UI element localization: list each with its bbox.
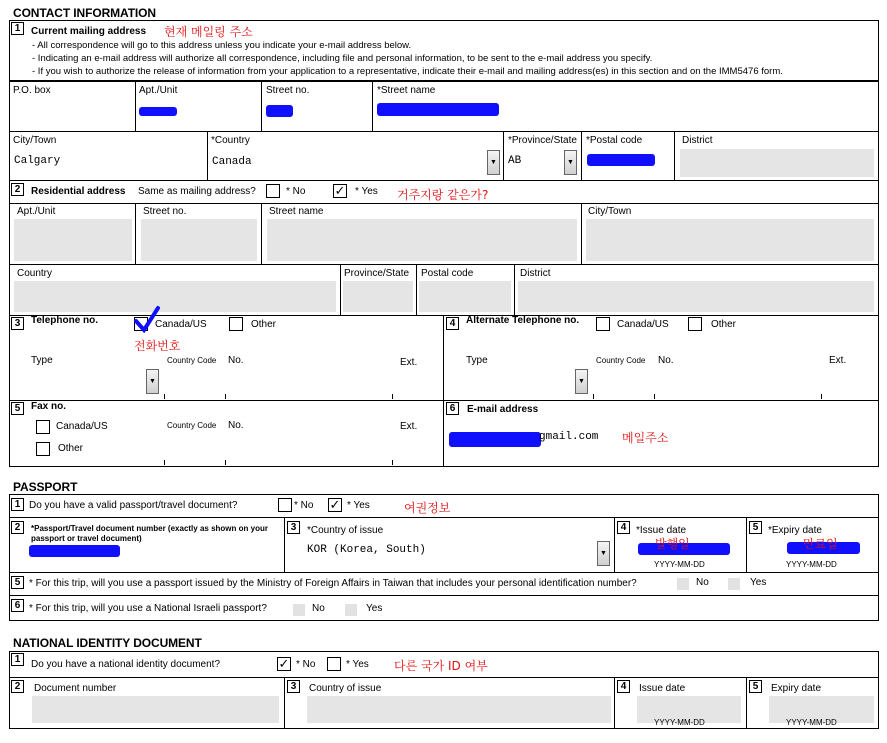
nid-country-input[interactable]	[307, 696, 611, 723]
alt-tel-no-label: No.	[658, 355, 674, 366]
q-number: 4	[617, 680, 630, 693]
country-issue-label: *Country of issue	[307, 525, 384, 536]
alt-tel-country-code-label: Country Code	[596, 356, 646, 365]
taiwan-yes-label: Yes	[750, 577, 767, 588]
street-name-label: *Street name	[377, 85, 436, 96]
passport-heading: PASSPORT	[13, 480, 78, 494]
redacted-email	[449, 432, 541, 447]
chevron-down-icon[interactable]: ▼	[487, 150, 500, 175]
nid-number-input[interactable]	[32, 696, 279, 723]
israel-question: * For this trip, will you use a National Israeli passport?	[29, 603, 267, 614]
postal-code-label: *Postal code	[586, 135, 643, 146]
email-value[interactable]: gmail.com	[539, 431, 599, 443]
residential-yes-label: * Yes	[355, 186, 378, 197]
q-number: 5	[749, 680, 762, 693]
res-district-input[interactable]	[518, 281, 874, 312]
mailing-address-title: Current mailing address	[31, 26, 147, 37]
taiwan-yes-checkbox[interactable]	[728, 578, 740, 590]
passport-number-label: *Passport/Travel document number (exactly as shown on your passport or travel document)	[31, 524, 268, 543]
expiry-date-note: 만료일	[803, 537, 838, 551]
res-postal-label: Postal code	[421, 268, 474, 279]
fax-title: Fax no.	[31, 401, 67, 412]
expiry-date-format: YYYY-MM-DD	[786, 560, 837, 569]
res-country-input[interactable]	[14, 281, 336, 312]
chevron-down-icon[interactable]: ▼	[146, 369, 159, 394]
res-street-no-input[interactable]	[141, 219, 257, 261]
res-street-name-input[interactable]	[267, 219, 577, 261]
alt-telephone-title: Alternate Telephone no.	[466, 315, 580, 326]
apt-unit-label: Apt./Unit	[139, 85, 178, 96]
nid-heading: NATIONAL IDENTITY DOCUMENT	[13, 636, 202, 650]
nid-expiry-format: YYYY-MM-DD	[786, 718, 837, 727]
q-number: 5	[749, 521, 762, 534]
po-box-label: P.O. box	[13, 85, 51, 96]
passport-q1-label: Do you have a valid passport/travel document?	[29, 500, 238, 511]
tel-no-label: No.	[228, 355, 244, 366]
issue-date-format: YYYY-MM-DD	[654, 560, 705, 569]
telephone-note: 전화번호	[134, 339, 181, 353]
tel-canada-label: Canada/US	[155, 319, 207, 330]
redacted-street-no	[266, 105, 293, 117]
q-number: 2	[11, 521, 24, 534]
fax-ext-label: Ext.	[400, 421, 418, 432]
chevron-down-icon[interactable]: ▼	[597, 541, 610, 566]
fax-section	[9, 400, 444, 467]
israel-no-checkbox[interactable]	[293, 604, 305, 616]
email-note: 메일주소	[622, 431, 669, 445]
passport-yes-checkbox[interactable]: ✓	[329, 497, 341, 512]
city-value: Calgary	[14, 155, 61, 167]
district-input[interactable]	[680, 149, 874, 177]
issue-date-label: *Issue date	[636, 525, 687, 536]
city-label: City/Town	[13, 135, 57, 146]
redacted-passport-number	[29, 545, 120, 557]
q-number: 2	[11, 183, 24, 196]
bullet-1: - All correspondence will go to this address unless you indicate your e-mail address below.	[32, 40, 412, 51]
contact-heading: CONTACT INFORMATION	[13, 6, 156, 20]
passport-yes-label: * Yes	[347, 500, 370, 511]
q-number: 1	[11, 498, 24, 511]
nid-expiry-label: Expiry date	[771, 683, 822, 694]
israel-yes-label: Yes	[366, 603, 383, 614]
nid-issue-label: Issue date	[639, 683, 686, 694]
mailing-address-note: 현재 메일링 주소	[164, 25, 253, 39]
taiwan-no-label: No	[696, 577, 709, 588]
q-number: 2	[11, 680, 24, 693]
street-no-label: Street no.	[266, 85, 310, 96]
nid-yes-checkbox[interactable]	[327, 657, 341, 671]
israel-yes-checkbox[interactable]	[345, 604, 357, 616]
redacted-apt	[139, 107, 177, 116]
q-number: 1	[11, 653, 24, 666]
country-issue-value: KOR (Korea, South)	[307, 544, 426, 556]
province-label: *Province/State	[508, 135, 577, 146]
tel-type-label: Type	[31, 355, 53, 366]
chevron-down-icon[interactable]: ▼	[575, 369, 588, 394]
alt-tel-other-label: Other	[711, 319, 737, 330]
res-street-no-label: Street no.	[143, 206, 187, 217]
redacted-postal	[587, 154, 655, 166]
taiwan-question: * For this trip, will you use a passport issued by the Ministry of Foreign Affairs in Taiwan that includes your personal identification number?	[29, 578, 637, 589]
q-number: 1	[11, 22, 24, 35]
expiry-date-label: *Expiry date	[768, 525, 822, 536]
fax-no-label: No.	[228, 420, 244, 431]
res-apt-input[interactable]	[14, 219, 132, 261]
fax-canada-checkbox[interactable]	[36, 420, 50, 434]
residential-no-checkbox[interactable]	[266, 184, 280, 198]
tel-other-checkbox[interactable]	[229, 317, 243, 331]
alt-tel-canada-label: Canada/US	[617, 319, 669, 330]
nid-number-label: Document number	[34, 683, 117, 694]
telephone-title: Telephone no.	[31, 315, 99, 326]
residential-title: Residential address	[31, 186, 126, 197]
redacted-street-name	[377, 103, 499, 116]
residential-question: Same as mailing address?	[138, 186, 256, 197]
country-label: *Country	[211, 135, 250, 146]
q-number: 4	[446, 317, 459, 330]
province-value: AB	[508, 155, 522, 167]
fax-country-code-label: Country Code	[167, 421, 217, 430]
passport-note: 여권정보	[404, 501, 451, 515]
taiwan-no-checkbox[interactable]	[677, 578, 689, 590]
res-apt-label: Apt./Unit	[17, 206, 56, 217]
res-street-name-label: Street name	[269, 206, 324, 217]
alt-tel-ext-label: Ext.	[829, 355, 847, 366]
country-value: Canada	[212, 156, 252, 168]
res-country-label: Country	[17, 268, 53, 279]
bullet-2: - Indicating an e-mail address will authorize all correspondence, including file and personal information, to be sent to the e-mail address you specify.	[32, 53, 653, 64]
q-number: 3	[287, 521, 300, 534]
nid-no-label: * No	[296, 659, 316, 670]
nid-note: 다른 국가 ID 여부	[394, 659, 488, 673]
issue-date-note: 발행일	[655, 537, 690, 551]
telephone-section	[9, 315, 444, 401]
passport-no-checkbox[interactable]	[278, 498, 292, 512]
res-city-label: City/Town	[588, 206, 632, 217]
q-number: 4	[617, 521, 630, 534]
bullet-3: - If you wish to authorize the release of information from your application to a representative, indicate their e-mail and mailing address(es) in this section and on the IMM5476 form.	[32, 66, 783, 77]
q-number: 6	[11, 599, 24, 612]
passport-no-label: * No	[294, 500, 314, 511]
res-city-input[interactable]	[586, 219, 874, 261]
alt-tel-type-label: Type	[466, 355, 488, 366]
fax-canada-label: Canada/US	[56, 421, 108, 432]
email-title: E-mail address	[467, 404, 539, 415]
residential-no-label: * No	[286, 186, 306, 197]
nid-issue-format: YYYY-MM-DD	[654, 718, 705, 727]
fax-other-label: Other	[58, 443, 84, 454]
q-number: 3	[11, 317, 24, 330]
nid-no-checkbox[interactable]: ✓	[278, 656, 290, 671]
chevron-down-icon[interactable]: ▼	[564, 150, 577, 175]
res-postal-input[interactable]	[419, 281, 511, 312]
nid-q1-label: Do you have a national identity document?	[31, 659, 221, 670]
residential-note: 거주지랑 같은가?	[397, 188, 489, 202]
q-number: 5	[11, 576, 24, 589]
fax-other-checkbox[interactable]	[36, 442, 50, 456]
q-number: 5	[11, 402, 24, 415]
alt-tel-other-checkbox[interactable]	[688, 317, 702, 331]
district-label: District	[682, 135, 713, 146]
nid-yes-label: * Yes	[346, 659, 369, 670]
alt-tel-canada-checkbox[interactable]	[596, 317, 610, 331]
tel-country-code-label: Country Code	[167, 356, 217, 365]
res-province-label: Province/State	[344, 268, 410, 279]
nid-country-label: Country of issue	[309, 683, 382, 694]
tel-ext-label: Ext.	[400, 357, 418, 368]
res-province-input[interactable]	[343, 281, 413, 312]
residential-yes-checkbox[interactable]: ✓	[334, 183, 346, 198]
tel-other-label: Other	[251, 319, 277, 330]
q-number: 6	[446, 402, 459, 415]
israel-no-label: No	[312, 603, 325, 614]
q-number: 3	[287, 680, 300, 693]
res-district-label: District	[520, 268, 551, 279]
